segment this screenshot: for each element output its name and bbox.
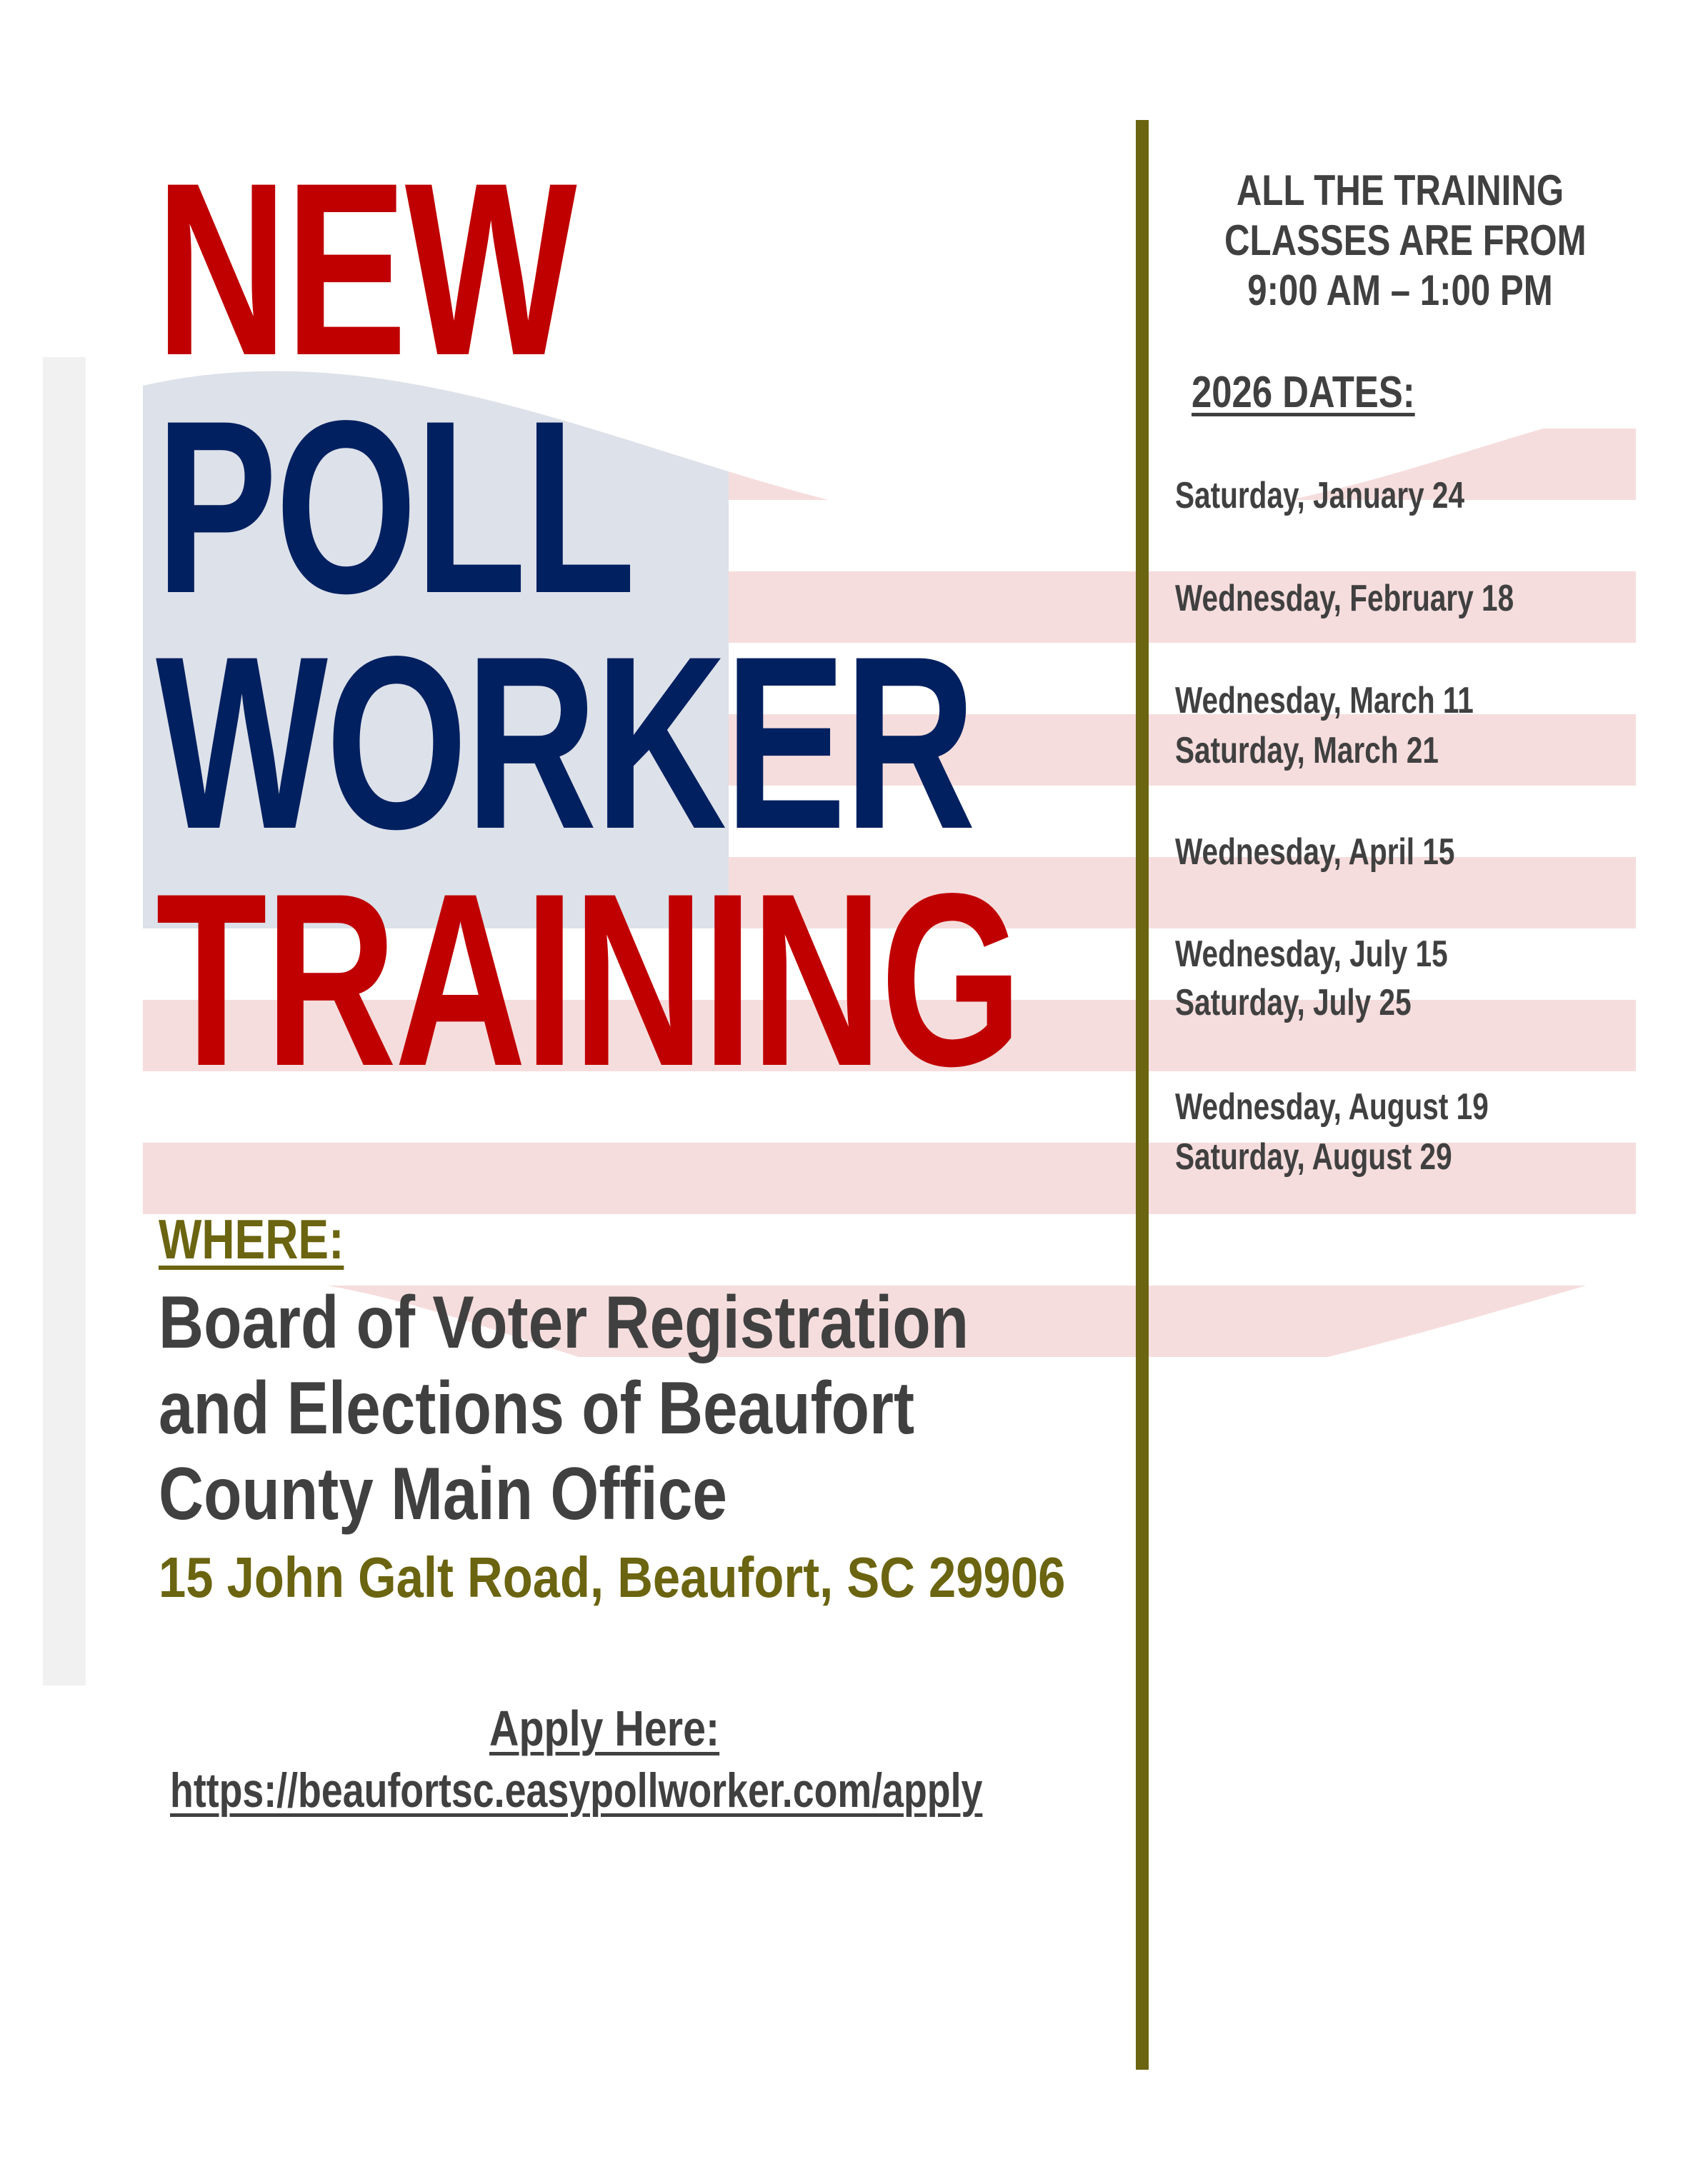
class-time-note: [1186, 166, 1614, 316]
org-name-line-2: and Elections of Beaufort: [159, 1367, 915, 1450]
where-label: WHERE:: [159, 1208, 344, 1271]
date-item: Wednesday, April 15: [1175, 831, 1455, 873]
vertical-divider: [1136, 120, 1149, 2070]
headline-training: TRAINING: [156, 843, 1021, 1118]
class-time-note-line-1: ALL THE TRAINING: [1236, 166, 1564, 214]
org-name-line-3: County Main Office: [159, 1453, 727, 1536]
date-item: Wednesday, March 11: [1175, 680, 1474, 721]
apply-label: Apply Here:: [489, 1700, 720, 1756]
date-item: Saturday, August 29: [1175, 1136, 1452, 1178]
class-time-note-line-3: 9:00 AM – 1:00 PM: [1247, 266, 1553, 314]
date-item: Saturday, January 24: [1175, 475, 1465, 516]
headline-new: NEW: [156, 132, 575, 407]
org-name-line-1: Board of Voter Registration: [159, 1281, 969, 1364]
headline-worker: WORKER: [156, 606, 974, 881]
apply-url-link[interactable]: https://beaufortsc.easypollworker.com/apply: [170, 1763, 983, 1818]
office-address: 15 John Galt Road, Beaufort, SC 29906: [159, 1546, 1066, 1609]
date-item: Wednesday, February 18: [1175, 578, 1514, 619]
date-item: Saturday, March 21: [1175, 730, 1439, 771]
headline-poll: POLL: [156, 370, 634, 645]
dates-label: 2026 DATES:: [1192, 368, 1415, 417]
date-item: Wednesday, July 15: [1175, 933, 1448, 975]
date-item: Wednesday, August 19: [1175, 1086, 1489, 1128]
date-item: Saturday, July 25: [1175, 982, 1412, 1023]
class-time-note-line-2: CLASSES ARE FROM: [1224, 216, 1587, 264]
